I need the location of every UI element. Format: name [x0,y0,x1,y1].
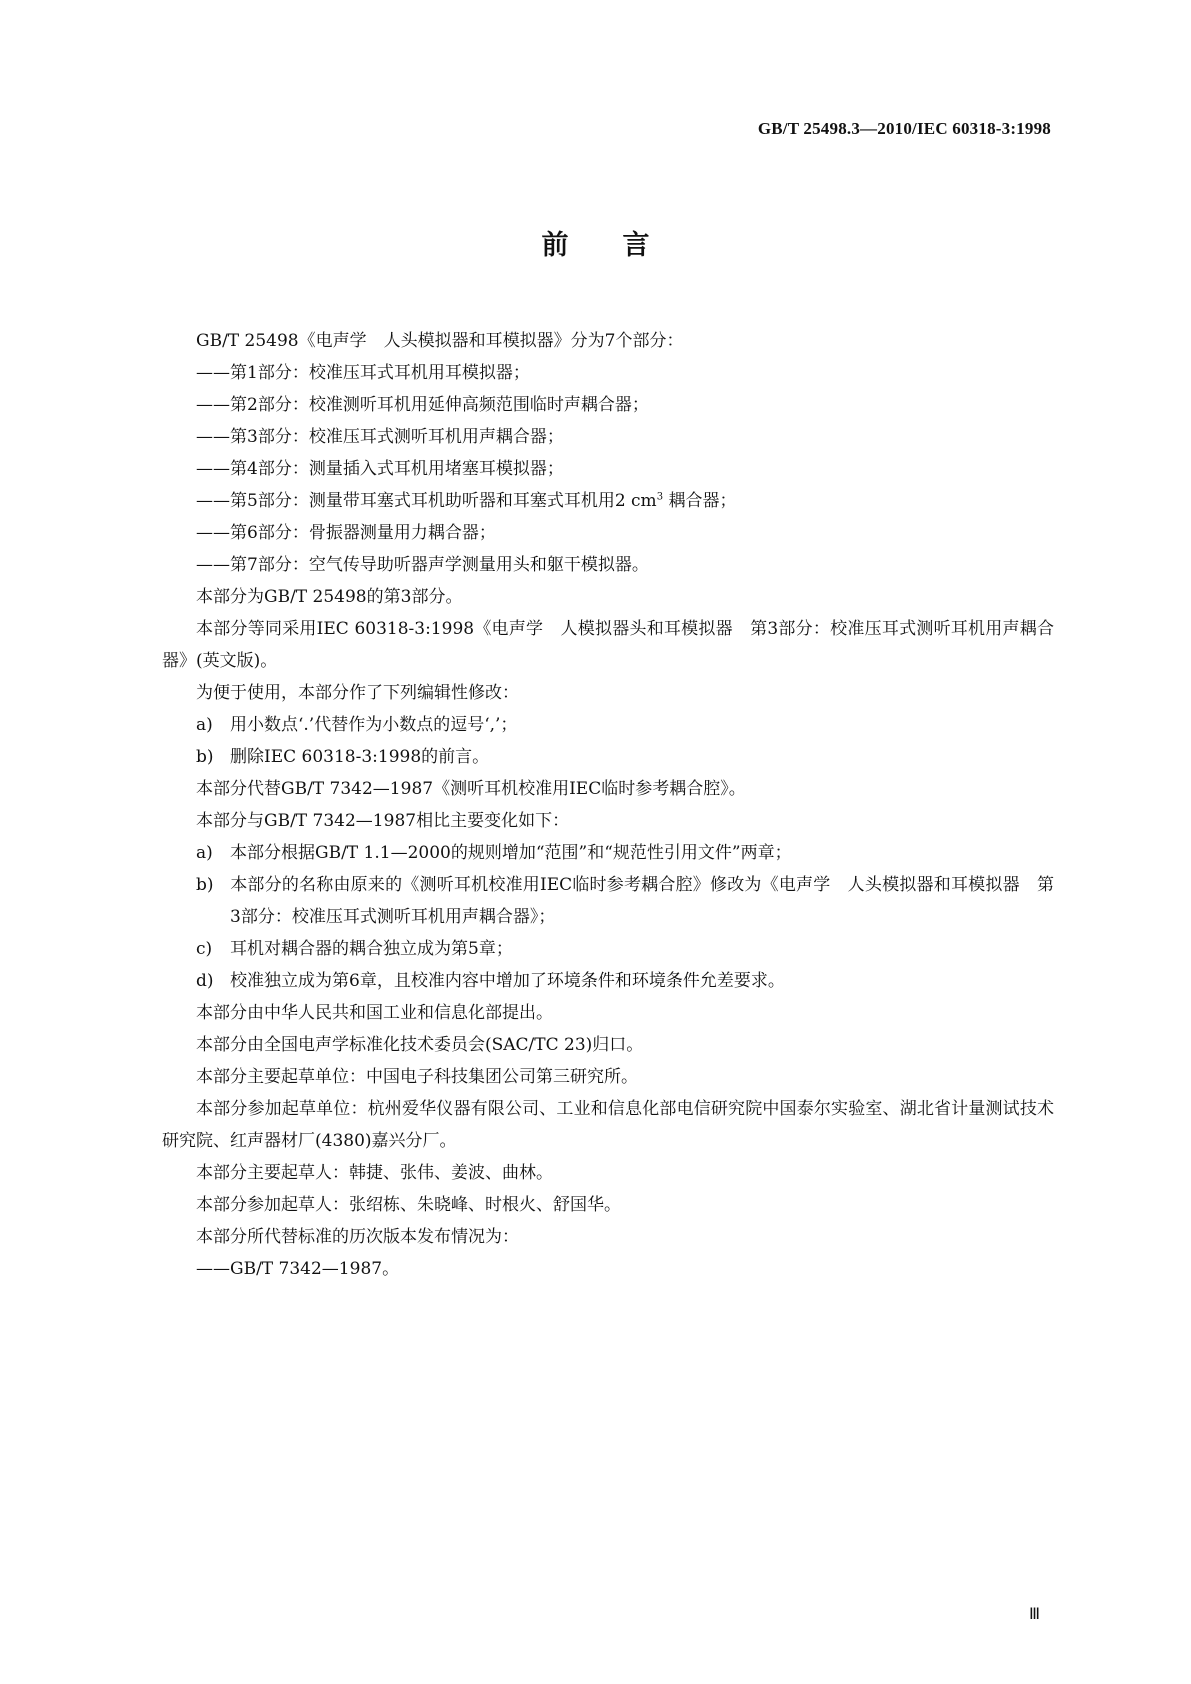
this-part-paragraph: 本部分为GB/T 25498的第3部分。 [196,587,463,607]
list-text: 删除IEC 60318-3:1998的前言。 [230,747,490,767]
list-label: b) [196,747,214,767]
part-list-item [162,485,1054,517]
edit-list-item [162,741,1054,773]
list-text: 本部分根据GB/T 1.1—2000的规则增加“范围”和“规范性引用文件”两章； [230,843,792,863]
change-list-item [162,965,1054,997]
list-text: 本部分的名称由原来的《测听耳机校准用IEC临时参考耦合腔》修改为《电声学 人头模拟器和耳模拟器 第3部分：校准压耳式测听耳机用声耦合器》； [230,875,1054,927]
part-list-item: ——第3部分：校准压耳式测听耳机用声耦合器； [196,427,564,447]
page-number: Ⅲ [1028,1606,1040,1623]
part-list-item: ——第1部分：校准压耳式耳机用耳模拟器； [196,363,530,383]
part5-superscript: 3 [656,491,664,503]
list-label: d) [196,971,214,991]
edit-list-item [162,709,1054,741]
history-list-item: ——GB/T 7342—1987。 [196,1259,400,1279]
part-list-item: ——第6部分：骨振器测量用力耦合器； [196,523,496,543]
list-label: a) [196,843,213,863]
edits-intro-paragraph: 为便于使用，本部分作了下列编辑性修改： [196,683,519,703]
part-list-item: ——第4部分：测量插入式耳机用堵塞耳模拟器； [196,459,564,479]
list-text: 校准独立成为第6章，且校准内容中增加了环境条件和环境条件允差要求。 [230,971,785,991]
list-text: 耳机对耦合器的耦合独立成为第5章； [230,939,513,959]
part5-text: ——第5部分：测量带耳塞式耳机助听器和耳塞式耳机用2 cm [196,491,657,511]
part-list-item: ——第2部分：校准测听耳机用延伸高频范围临时声耦合器； [196,395,649,415]
main-unit-paragraph: 本部分主要起草单位：中国电子科技集团公司第三研究所。 [196,1067,638,1087]
list-text: 用小数点‘.’代替作为小数点的逗号‘,’； [230,715,518,735]
title-char-1: 前 [541,230,569,261]
replaces-paragraph: 本部分代替GB/T 7342—1987《测听耳机校准用IEC临时参考耦合腔》。 [196,779,746,799]
title-char-2: 言 [622,230,650,261]
change-list-item [162,933,1054,965]
changes-intro-paragraph: 本部分与GB/T 7342—1987相比主要变化如下： [196,811,570,831]
part-list-item: ——第7部分：空气传导助听器声学测量用头和躯干模拟器。 [196,555,649,575]
standard-number: GB/T 25498.3—2010/IEC 60318-3:1998 [757,119,1051,138]
page-title [0,223,1191,262]
main-drafters-paragraph: 本部分主要起草人：韩捷、张伟、姜波、曲林。 [196,1163,553,1183]
centralized-paragraph: 本部分由全国电声学标准化技术委员会(SAC/TC 23)归口。 [196,1035,644,1055]
participating-drafters-paragraph: 本部分参加起草人：张绍栋、朱晓峰、时根火、舒国华。 [196,1195,621,1215]
equivalent-paragraph: 本部分等同采用IEC 60318-3:1998《电声学 人模拟器头和耳模拟器 第3部分：校准压耳式测听耳机用声耦合器》(英文版)。 [162,619,1054,671]
part5-text-end: 耦合器； [663,491,737,511]
participating-units-paragraph: 本部分参加起草单位：杭州爱华仪器有限公司、工业和信息化部电信研究院中国泰尔实验室、湖北省计量测试技术研究院、红声器材厂(4380)嘉兴分厂。 [162,1099,1054,1151]
change-list-item [162,869,1054,933]
proposed-paragraph: 本部分由中华人民共和国工业和信息化部提出。 [196,1003,553,1023]
change-list-item [162,837,1054,869]
intro-paragraph: GB/T 25498《电声学 人头模拟器和耳模拟器》分为7个部分： [196,331,684,351]
list-label: b) [196,875,214,895]
history-intro-paragraph: 本部分所代替标准的历次版本发布情况为： [196,1227,519,1247]
list-label: c) [196,939,213,959]
foreword-body [162,325,1054,1285]
list-label: a) [196,715,213,735]
